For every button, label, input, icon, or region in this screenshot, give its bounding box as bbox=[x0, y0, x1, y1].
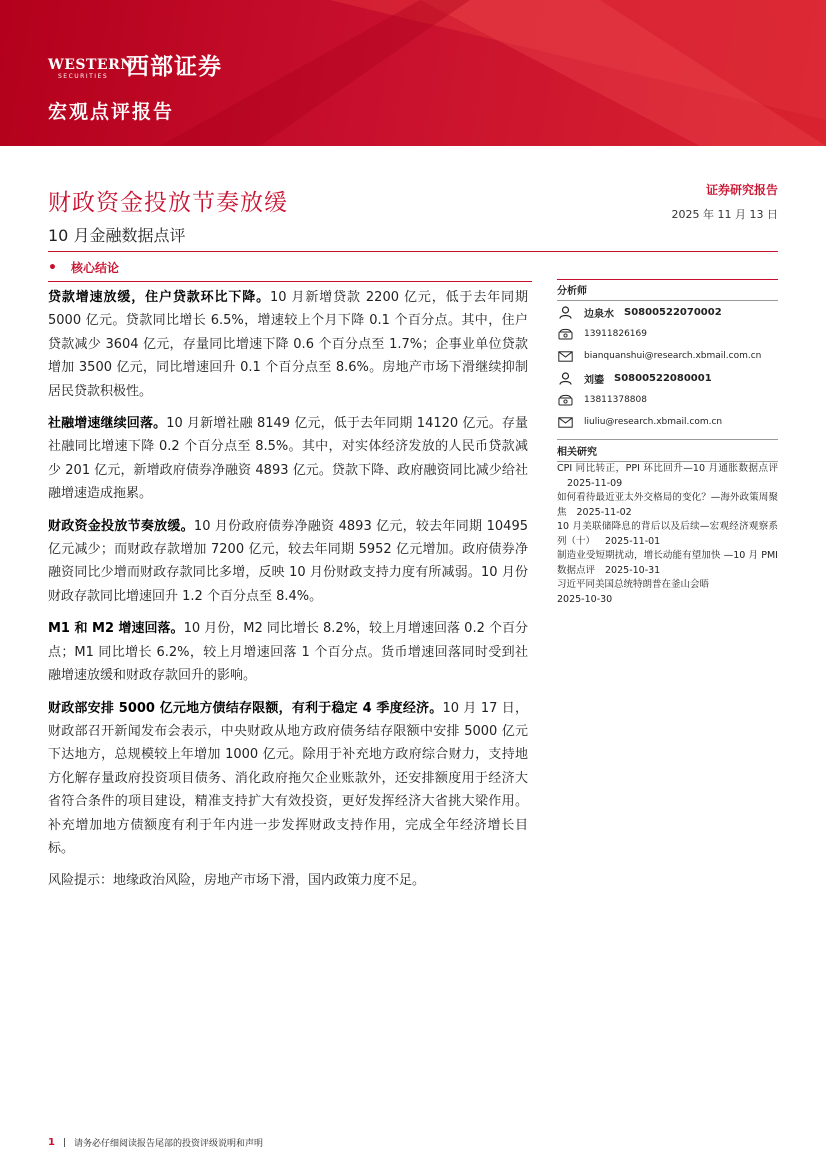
related-item[interactable] bbox=[557, 578, 778, 607]
header-banner bbox=[0, 0, 826, 146]
analyst-name-row bbox=[557, 367, 778, 389]
bullet-icon: • bbox=[48, 259, 57, 276]
paragraph-lead: M1 和 M2 增速回落。 bbox=[48, 621, 184, 637]
logo-en-text: WESTERN bbox=[48, 56, 134, 73]
paragraph-fiscal bbox=[48, 515, 528, 609]
related-title[interactable]: CPI 同比转正，PPI 环比回升—10 月通胀数据点评 bbox=[557, 463, 778, 474]
related-item[interactable] bbox=[557, 491, 778, 520]
paragraph-body: 10 月 17 日，财政部召开新闻发布会表示，中央财政从地方政府债务结存限额中安排 5000 亿元下达地方，总规模较上年增加 1000 亿元。除用于补充地方政府综合财力，支持地方化解存量政府投资项目债务、消化政府拖欠企业账款外，还安排额度用于经济大省符合条件的项目建设，精准支持扩大有效投资，更好发挥经济大省挑大梁作用。补充增加地方债额度有利于年内进一步发挥财政支持作用，完成全年经济增长目标。 bbox=[48, 700, 528, 856]
analyst-email-row[interactable] bbox=[557, 345, 778, 367]
footer-disclaimer: 请务必仔细阅读报告尾部的投资评级说明和声明 bbox=[74, 1139, 264, 1149]
related-date: 2025-10-30 bbox=[557, 593, 613, 605]
footer-separator: | bbox=[62, 1137, 67, 1148]
related-date: 2025-11-02 bbox=[576, 506, 632, 518]
page-number: 1 bbox=[48, 1137, 55, 1148]
paragraph-social-financing bbox=[48, 412, 528, 506]
related-title[interactable]: 10 月美联储降息的背后以及后续—宏观经济观察系列（十） bbox=[557, 521, 778, 547]
company-logo bbox=[48, 48, 222, 81]
main-content bbox=[48, 286, 528, 902]
paragraph-lead: 贷款增速放缓，住户贷款环比下降。 bbox=[48, 290, 270, 305]
related-item[interactable] bbox=[557, 520, 778, 549]
analyst-phone: 13911826169 bbox=[584, 329, 647, 339]
related-item[interactable] bbox=[557, 549, 778, 578]
analyst-email[interactable]: liuliu@research.xbmail.com.cn bbox=[584, 417, 723, 427]
analyst-cert: S0800522070002 bbox=[624, 306, 722, 318]
paragraph-risk bbox=[48, 869, 528, 892]
paragraph-body: 10 月份，M2 同比增长 8.2%，较上月增速回落 0.2 个百分点；M1 同比增长 6.2%，较上月增速回落 1 个百分点。货币增速回落同时受到社融增速放缓和财政存款回升的影响。 bbox=[48, 621, 528, 684]
analyst-cert: S0800522080001 bbox=[614, 372, 712, 384]
email-icon bbox=[557, 415, 573, 429]
analyst-name: 边泉水 bbox=[584, 308, 614, 320]
logo-en-sub-text: SECURITIES bbox=[58, 72, 109, 80]
logo-cn-text: 西部证券 bbox=[126, 54, 222, 80]
page-footer bbox=[48, 1136, 263, 1149]
paragraph-body: 10 月份政府债券净融资 4893 亿元，较去年同期 10495 亿元减少；而财政存款增加 7200 亿元，较去年同期 5952 亿元增加。政府债券净融资同比少增而财政存款同比多增，反映 10 月份财政支持力度有所减弱。10 月份财政存款同比增速回升 1.2 个百分点至 8.4%。 bbox=[48, 518, 528, 604]
paragraph-money-supply bbox=[48, 617, 528, 687]
related-date: 2025-11-01 bbox=[605, 535, 661, 547]
sidebar bbox=[557, 279, 778, 607]
paragraph-loans bbox=[48, 286, 528, 403]
analyst-phone-row bbox=[557, 389, 778, 411]
paragraph-lead: 社融增速继续回落。 bbox=[48, 416, 167, 432]
page-subtitle: 10 月金融数据点评 bbox=[48, 226, 186, 245]
related-date: 2025-10-31 bbox=[605, 564, 661, 576]
core-conclusion-heading bbox=[48, 259, 119, 276]
person-icon bbox=[557, 371, 573, 385]
phone-icon bbox=[557, 327, 573, 341]
analyst-name: 刘鎏 bbox=[584, 374, 604, 386]
email-icon bbox=[557, 349, 573, 363]
paragraph-local-debt bbox=[48, 697, 528, 861]
related-date: 2025-11-09 bbox=[567, 477, 623, 489]
related-research-heading: 相关研究 bbox=[557, 440, 778, 462]
related-title[interactable]: 如何看待最近亚太外交格局的变化？—海外政策周聚焦 bbox=[557, 492, 778, 518]
analyst-phone: 13811378808 bbox=[584, 395, 647, 405]
related-item[interactable] bbox=[557, 462, 778, 491]
analyst-email-row[interactable] bbox=[557, 411, 778, 433]
person-icon bbox=[557, 305, 573, 319]
related-title[interactable]: 习近平同美国总统特朗普在釜山会晤 bbox=[557, 579, 710, 590]
paragraph-body: 10 月新增贷款 2200 亿元，低于去年同期 5000 亿元。贷款同比增长 6.5%，增速较上个月下降 0.1 个百分点。其中，住户贷款减少 3604 亿元，存量同比增速下降 0.6 个百分点至 1.7%；企事业单位贷款增加 3500 亿元，同比增速回升 0.1 个百分点至 8.6%。房地产市场下滑继续抑制居民贷款积极性。 bbox=[48, 290, 528, 399]
core-divider bbox=[48, 281, 532, 282]
paragraph-body: 风险提示：地缘政治风险，房地产市场下滑，国内政策力度不足。 bbox=[48, 873, 426, 889]
phone-icon bbox=[557, 393, 573, 407]
related-research bbox=[557, 439, 778, 607]
page-title: 财政资金投放节奏放缓 bbox=[48, 190, 288, 216]
report-label: 证券研究报告 bbox=[705, 183, 778, 197]
core-conclusion-label: 核心结论 bbox=[70, 261, 119, 275]
report-date: 2025 年 11 月 13 日 bbox=[671, 208, 778, 221]
paragraph-body: 10 月新增社融 8149 亿元，低于去年同期 14120 亿元。存量社融同比增速下降 0.2 个百分点至 8.5%。其中，对实体经济发放的人民币贷款减少 201 亿元，新增政府债券净融资 4893 亿元。贷款下降、政府融资同比减少给社融增速造成拖累。 bbox=[48, 416, 528, 502]
analysts-heading: 分析师 bbox=[557, 279, 778, 301]
analyst-name-row bbox=[557, 301, 778, 323]
title-divider bbox=[48, 251, 778, 252]
paragraph-lead: 财政部安排 5000 亿元地方债结存限额，有利于稳定 4 季度经济。 bbox=[48, 700, 443, 716]
analyst-email[interactable]: bianquanshui@research.xbmail.com.cn bbox=[584, 351, 762, 361]
related-title[interactable]: 制造业受短期扰动，增长动能有望加快 —10 月 PMI 数据点评 bbox=[557, 550, 778, 576]
paragraph-lead: 财政资金投放节奏放缓。 bbox=[48, 518, 194, 534]
analyst-phone-row bbox=[557, 323, 778, 345]
report-type: 宏观点评报告 bbox=[48, 101, 175, 123]
